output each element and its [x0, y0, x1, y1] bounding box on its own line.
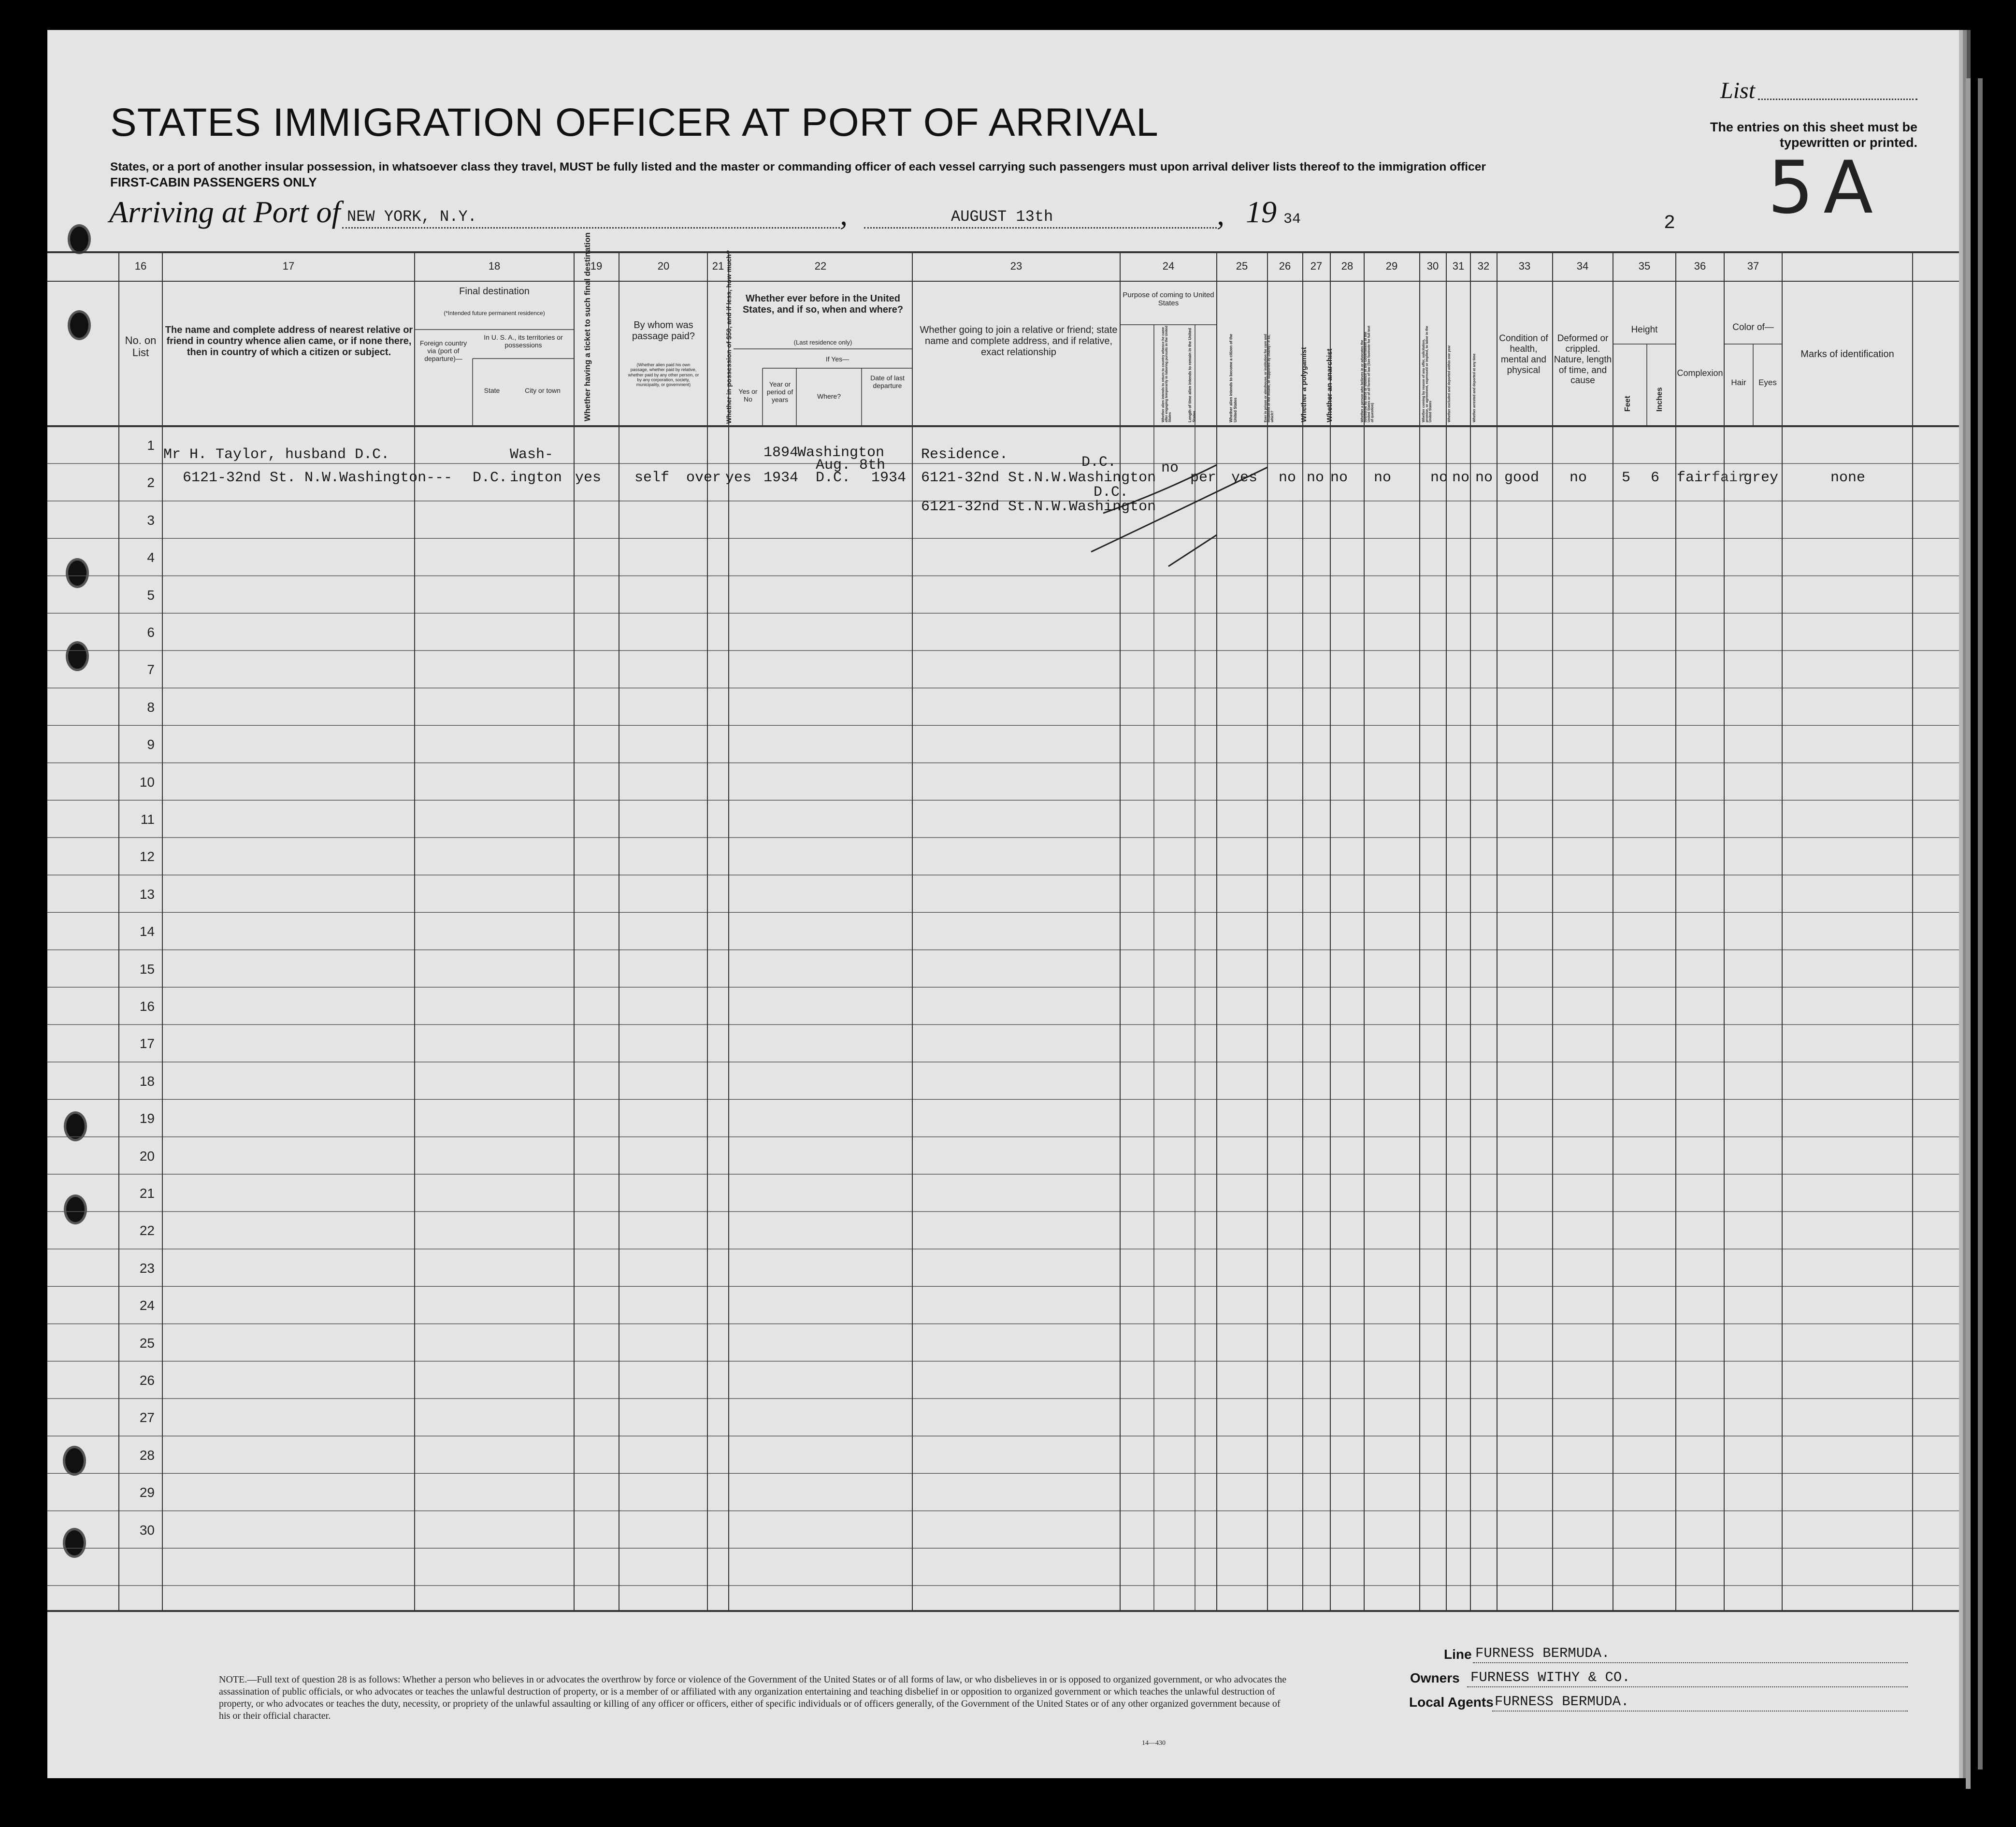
- row-number: 27: [139, 1410, 155, 1425]
- row-number: 6: [147, 625, 155, 640]
- entry-feet: 5: [1622, 470, 1631, 486]
- entry-where2: Aug. 8th: [816, 457, 886, 474]
- entry-purpose-return: no: [1161, 460, 1179, 476]
- page-edge: [1978, 78, 1983, 1769]
- header-deformed: Deformed or crippled. Nature, length of time, and cause: [1554, 333, 1612, 386]
- row-number: 22: [139, 1223, 155, 1238]
- entry-where1: Washington: [797, 445, 885, 461]
- header-labor-offer: Whether coming by reason of any offer, solicitation, promise, or agreement, expressed or implied, to labor in the United States: [1422, 326, 1432, 422]
- date-value: AUGUST 13th: [951, 208, 1053, 226]
- column-number: 27: [1310, 260, 1323, 272]
- row-number: 18: [139, 1073, 155, 1089]
- column-number: 16: [134, 260, 147, 272]
- row-number: 15: [139, 961, 155, 977]
- row-number: 3: [147, 512, 155, 528]
- entry-labor-offer: no: [1430, 470, 1448, 486]
- entry-citizen: yes: [1231, 470, 1258, 486]
- entry-deformed: no: [1570, 470, 1587, 486]
- notice-line-2: FIRST-CABIN PASSENGERS ONLY: [110, 175, 317, 189]
- agents-label: Local Agents: [1409, 1695, 1494, 1710]
- column-number: 29: [1385, 260, 1398, 272]
- header-purpose: Purpose of coming to United States: [1123, 291, 1214, 308]
- header-eyes: Eyes: [1758, 378, 1777, 387]
- header-hair: Hair: [1731, 378, 1746, 387]
- header-height: Height: [1631, 325, 1658, 335]
- header-intends-return: Whether alien intends to return to country whence he came after engaging temporarily in laboring pursuits in the United States: [1162, 326, 1172, 422]
- entry-join-dc2: D.C.: [1094, 484, 1129, 501]
- entry-inches: 6: [1651, 470, 1660, 486]
- manifest-sheet: [47, 30, 1959, 1778]
- typewritten-instruction: The entries on this sheet must be typewritten or printed.: [1710, 120, 1917, 150]
- header-inches: Inches: [1656, 387, 1664, 412]
- header-yes-no: Yes or No: [738, 388, 758, 403]
- column-number: 26: [1279, 260, 1291, 272]
- entry-before-us: yes: [725, 470, 752, 486]
- arriving-label: Arriving at Port of: [109, 195, 341, 229]
- entry-health: good: [1504, 470, 1540, 486]
- entry-year2: 1934: [763, 470, 799, 486]
- row-number: 13: [139, 886, 155, 902]
- entry-complexion: fair: [1677, 470, 1712, 486]
- column-number: 28: [1341, 260, 1354, 272]
- table-grid: [47, 30, 1959, 1778]
- entry-anarchist: no: [1330, 470, 1348, 486]
- row-number: 21: [139, 1186, 155, 1201]
- entry-where3: D.C.: [816, 470, 851, 486]
- column-number: 36: [1694, 260, 1706, 272]
- column-number: 23: [1010, 260, 1022, 272]
- owners-value: FURNESS WITHY & CO.: [1470, 1669, 1630, 1685]
- comma: ,: [840, 197, 848, 231]
- entry-polygamist: no: [1307, 470, 1325, 486]
- row-number: 1: [147, 438, 155, 453]
- row-number: 5: [147, 587, 155, 603]
- entry-city-line2: ington: [510, 470, 562, 486]
- row-number: 19: [139, 1111, 155, 1126]
- entry-length-stay: per: [1190, 470, 1217, 486]
- header-complexion: Complexion: [1677, 368, 1723, 378]
- header-overthrow: Whether a person who believes in or advocates the overthrow by force or violence of the Government of the United States or of all forms of law (See footnote for full text of question): [1361, 326, 1374, 422]
- entry-money: over: [686, 470, 721, 486]
- column-number: 32: [1477, 260, 1490, 272]
- row-number: 23: [139, 1260, 155, 1276]
- entry-year1: 1894: [763, 445, 799, 461]
- column-number: 34: [1576, 260, 1589, 272]
- header-length-stay: Length of time alien intends to remain in the United States: [1188, 328, 1196, 422]
- header-become-citizen: Whether alien intends to become a citizen of the United States: [1229, 333, 1238, 422]
- row-number: 30: [139, 1522, 155, 1538]
- page-edge: [1966, 78, 1971, 1789]
- header-marks: Marks of identification: [1800, 349, 1894, 360]
- entry-state: D.C.: [473, 470, 508, 486]
- header-color-of: Color of—: [1732, 322, 1774, 332]
- notice-line-1: States, or a port of another insular possession, in whatsoever class they travel, MUST be fully listed and the master or commanding officer of each vessel carrying such passengers must upon arrival deliver lists thereof to the immigration officer: [110, 160, 1486, 173]
- column-number: 19: [590, 260, 603, 272]
- column-number: 31: [1452, 260, 1465, 272]
- column-number: 37: [1747, 260, 1759, 272]
- header-date-departure: Date of last departure: [870, 374, 905, 390]
- column-number: 25: [1236, 260, 1248, 272]
- header-no-on-list: No. on List: [125, 334, 157, 359]
- header-condition-health: Condition of health, mental and physical: [1499, 333, 1548, 375]
- header-in-usa: In U. S. A., its territories or possessions: [484, 333, 563, 349]
- column-number: 24: [1162, 260, 1175, 272]
- entry-excluded: no: [1452, 470, 1470, 486]
- header-ever-before: Whether ever before in the United States, and if so, when and where?: [742, 293, 904, 315]
- header-where: Where?: [817, 392, 841, 400]
- entry-deported: no: [1475, 470, 1493, 486]
- header-passage-paid-sub: (Whether alien paid his own passage, whether paid by relative, whether paid by any other person, or by any corporation, society, municipality, or government): [628, 362, 699, 388]
- header-state: State: [484, 387, 500, 394]
- entry-marks: none: [1830, 470, 1866, 486]
- header-last-residence: (Last residence only): [793, 339, 852, 346]
- year-suffix: 34: [1283, 211, 1301, 228]
- row-number: 12: [139, 849, 155, 864]
- header-ticket: Whether having a ticket to such final destination: [583, 232, 592, 421]
- entry-overthrow: no: [1374, 470, 1392, 486]
- header-nearest-relative: The name and complete address of nearest relative or friend in country whence alien came, or if none there, then in country of which a citizen or subject.: [165, 325, 413, 358]
- header-excluded: Whether excluded and deported within one year: [1448, 345, 1451, 422]
- column-number: 20: [657, 260, 670, 272]
- column-number: 18: [488, 260, 501, 272]
- line-label: Line: [1444, 1647, 1472, 1662]
- entry-join-dc1: D.C.: [1081, 454, 1117, 471]
- entry-paid-by: self: [634, 470, 670, 486]
- row-number: 17: [139, 1036, 155, 1051]
- column-number: 22: [814, 260, 827, 272]
- entry-join-line1: Residence.: [921, 446, 1008, 463]
- header-prison: Ever in prison or almshouse, or institution for care and treatment of the insane, or supported by charity? If so, which?: [1264, 334, 1274, 422]
- header-polygamist: Whether a polygamist: [1300, 347, 1308, 422]
- port-value: NEW YORK, N.Y.: [347, 208, 477, 226]
- row-number: 26: [139, 1373, 155, 1388]
- row-number: 11: [140, 812, 155, 827]
- line-underline: [1473, 1662, 1908, 1663]
- column-number: 17: [282, 260, 295, 272]
- header-fifty-dollars: Whether in possession of $50, and if less, how much?: [725, 250, 733, 424]
- header-if-yes: If Yes—: [825, 355, 850, 363]
- header-foreign-country: Foreign country via (port of departure)—: [419, 339, 467, 363]
- entry-prison: no: [1279, 470, 1296, 486]
- header-join-relative: Whether going to join a relative or friend; state name and complete address, and if relative, exact relationship: [920, 325, 1118, 358]
- row-number: 20: [139, 1148, 155, 1164]
- footnote-question-28: NOTE.—Full text of question 28 is as follows: Whether a person who believes in or advocates the overthrow by force or violence of the Government of the United States or of all forms of law, or who disbelieves in or is opposed to organized government, or who advocates the assassination of public officials, or who advocates or teaches the unlawful destruction of property, or is a member of or affiliated with any organization entertaining and teaching disbelief in or opposition to organized government or which teaches the unlawful destruction of property, or who advocates or teaches the duty, necessity, or propriety of the unlawful assaulting or killing of any officer or officers, either of specific individuals or of officers generally, of the Government of the United States or of any other organized government because of his or their official character.: [219, 1674, 1287, 1721]
- row-number: 16: [139, 999, 155, 1014]
- row-number: 29: [139, 1485, 155, 1500]
- owners-label: Owners: [1410, 1670, 1460, 1685]
- header-passage-paid: By whom was passage paid?: [632, 320, 695, 342]
- row-number: 8: [147, 699, 155, 715]
- row-number: 4: [147, 550, 155, 565]
- header-anarchist: Whether an anarchist: [1325, 348, 1334, 422]
- header-year-period: Year or period of years: [766, 380, 793, 404]
- row-number: 2: [147, 475, 155, 490]
- row-number: 28: [139, 1447, 155, 1463]
- row-number: 25: [139, 1335, 155, 1351]
- entry-hair: fair: [1712, 470, 1747, 486]
- header-final-destination: Final destination: [459, 286, 530, 297]
- header-deported: Whether arrested and deported at any time: [1473, 353, 1476, 422]
- entry-ticket: yes: [575, 470, 602, 486]
- entry-last-departure: 1934: [871, 470, 907, 486]
- agents-underline: [1492, 1711, 1908, 1712]
- header-feet: Feet: [1624, 396, 1632, 412]
- page-title: STATES IMMIGRATION OFFICER AT PORT OF ARRIVAL: [110, 101, 1159, 144]
- row-number: 24: [139, 1298, 155, 1313]
- entry-relative-line2: 6121-32nd St. N.W.Washington---: [183, 470, 453, 486]
- line-value: FURNESS BERMUDA.: [1475, 1645, 1610, 1661]
- form-number: 14—430: [1142, 1740, 1166, 1747]
- header-city: City or town: [525, 387, 561, 394]
- sheet-number: 2: [1664, 213, 1676, 234]
- comma: ,: [1217, 197, 1224, 231]
- header-final-destination-sub: (*Intended future permanent residence): [444, 310, 545, 316]
- entry-relative-line1: Mr H. Taylor, husband D.C.: [163, 446, 390, 463]
- entry-join-line2: 6121-32nd St.N.W.Washington: [921, 470, 1156, 486]
- entry-city-line1: Wash-: [510, 446, 554, 463]
- column-number: 33: [1518, 260, 1531, 272]
- column-number: 30: [1426, 260, 1439, 272]
- row-number: 10: [139, 774, 155, 790]
- row-number: 14: [139, 924, 155, 939]
- year-prefix: 19: [1246, 195, 1277, 229]
- column-number: 35: [1638, 260, 1651, 272]
- agents-value: FURNESS BERMUDA.: [1495, 1694, 1629, 1710]
- entry-join-line3: 6121-32nd St.N.W.Washington: [921, 499, 1156, 515]
- list-label: List: [1720, 78, 1756, 103]
- owners-underline: [1467, 1686, 1908, 1687]
- handwritten-list-number: 5A: [1768, 146, 1883, 230]
- column-number: 21: [712, 260, 724, 272]
- row-number: 7: [147, 662, 155, 677]
- row-number: 9: [147, 737, 155, 752]
- entry-eyes: grey: [1743, 470, 1779, 486]
